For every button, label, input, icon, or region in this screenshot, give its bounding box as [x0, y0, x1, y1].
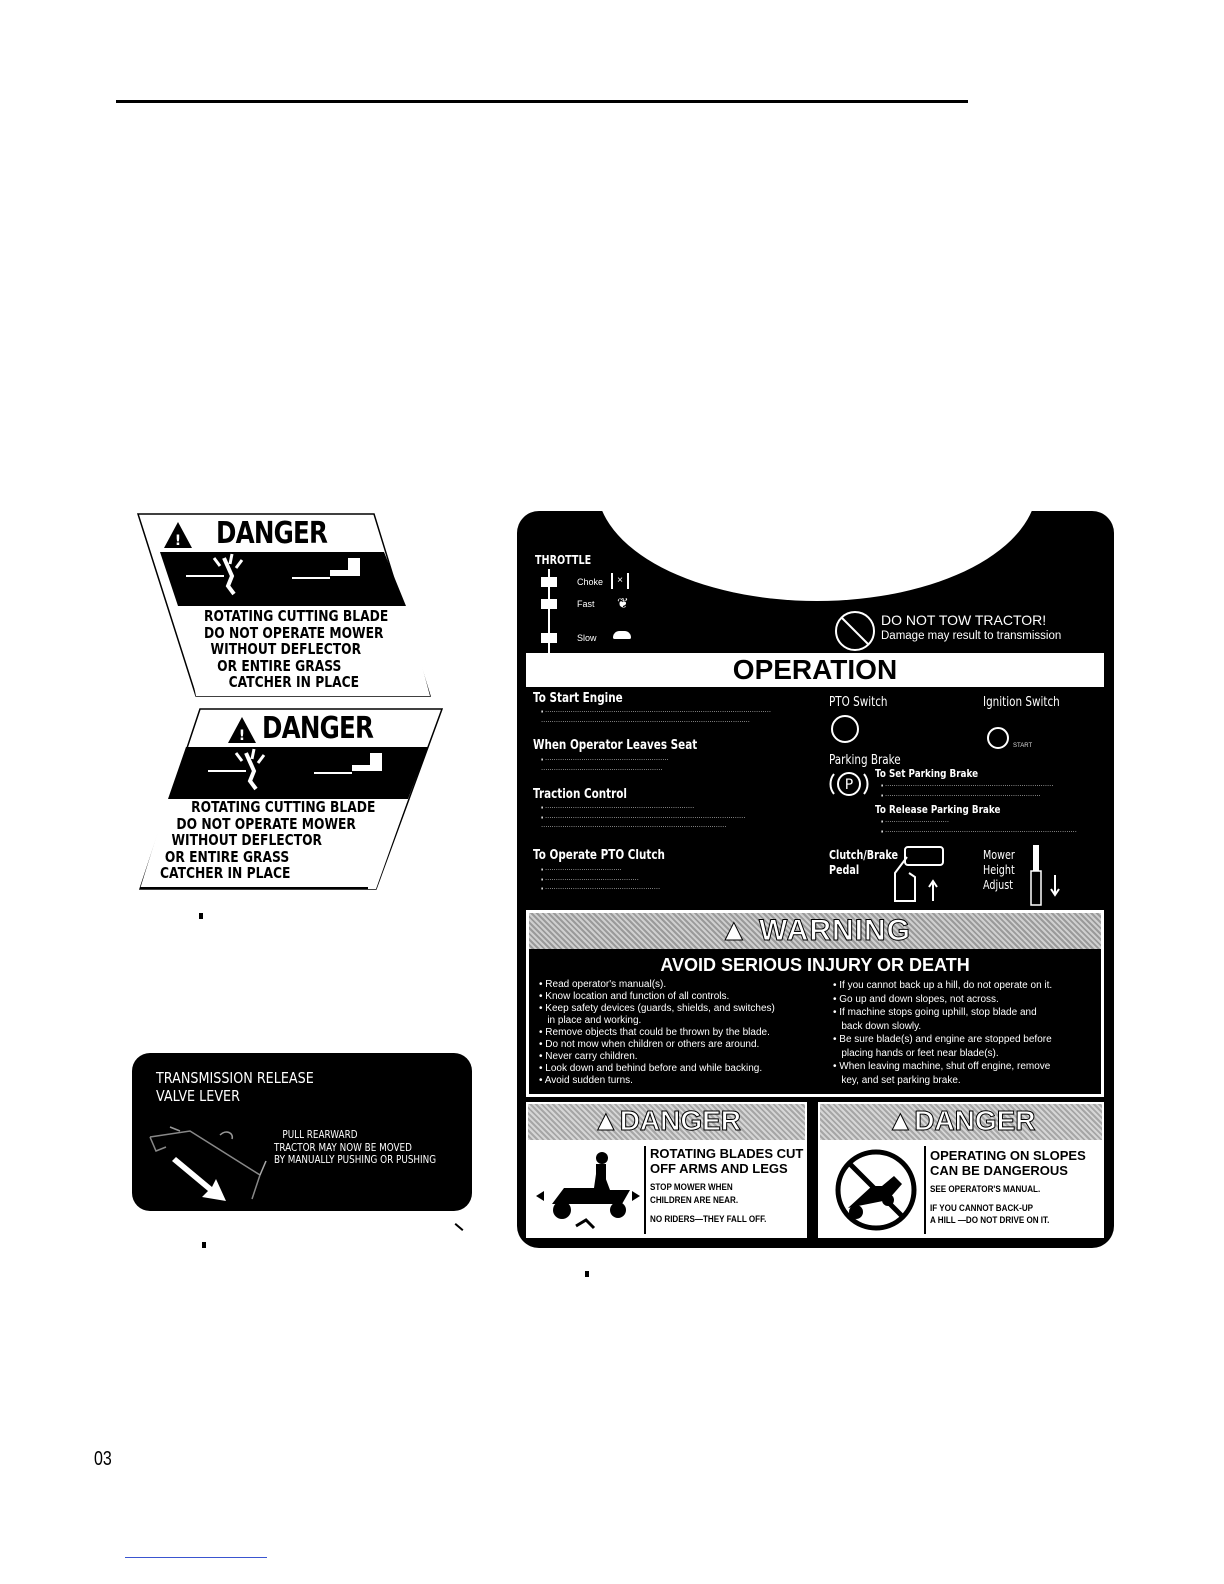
no-slope-prohibited-icon [826, 1146, 926, 1234]
danger-divider [644, 1146, 646, 1234]
danger-triangle-icon: ▲ [886, 1105, 915, 1136]
top-rule [116, 100, 968, 103]
no-tow-subtitle: Damage may result to transmission [881, 630, 1062, 642]
warning-item: • Never carry children. [539, 1051, 638, 1062]
danger-decal-2-title: DANGER [262, 711, 374, 746]
svg-text:!: ! [238, 728, 246, 744]
warning-right-list [833, 979, 1052, 1087]
warning-item: • Look down and behind before and while backing. [539, 1063, 763, 1074]
pto-clutch-title: To Operate PTO Clutch [533, 848, 665, 863]
parking-brake-title: Parking Brake [829, 753, 901, 768]
warning-title-text: WARNING [759, 914, 912, 947]
caption-bullet [202, 1242, 206, 1248]
danger-decal-1-line: WITHOUT DEFLECTOR [210, 640, 362, 658]
transmission-instr-line: BY MANUALLY PUSHING OR PUSHING [274, 1154, 437, 1166]
warning-title [529, 914, 1101, 948]
no-tow-prohibited-icon [833, 609, 877, 653]
danger-decal-2 [138, 707, 444, 891]
throttle-fast: Fast [577, 599, 595, 609]
svg-text:!: ! [174, 533, 182, 549]
danger-decal-2-line: ROTATING CUTTING BLADE [191, 798, 376, 816]
warning-item: • Keep safety devices (guards, shields, and switches) [539, 1003, 775, 1014]
danger-decal-1-line: DO NOT OPERATE MOWER [204, 623, 384, 642]
danger-decal-1-line: OR ENTIRE GRASS [217, 656, 342, 675]
warning-item: • Be sure blade(s) and engine are stopped before [833, 1034, 1052, 1045]
danger-blades-line1: ROTATING BLADES CUT [650, 1146, 804, 1161]
warning-item: • Remove objects that could be thrown by the blade. [539, 1027, 770, 1038]
rabbit-icon: ❦ [617, 595, 629, 611]
danger-decal-2-text [160, 799, 375, 882]
throttle-slow: Slow [577, 633, 597, 643]
warning-panel [526, 910, 1104, 1097]
warning-item: • If you cannot back up a hill, do not operate on it. [833, 980, 1053, 991]
danger-decal-1-text [204, 608, 388, 691]
mower-height-label [983, 848, 1015, 893]
pto-switch-label: PTO Switch [829, 695, 888, 710]
height-adjust-lever-icon [1027, 845, 1071, 907]
danger-blades-title-text: DANGER [619, 1105, 742, 1136]
parking-brake-icon [829, 769, 869, 799]
throttle-label: THROTTLE [535, 553, 592, 567]
warning-item: in place and working. [539, 1015, 642, 1026]
svg-text:P: P [844, 777, 854, 793]
warning-item: placing hands or feet near blade(s). [833, 1047, 999, 1059]
danger-decal-1-title: DANGER [216, 516, 328, 551]
danger-triangle-icon: ▲ [591, 1105, 620, 1136]
ignition-label: Ignition Switch [983, 695, 1060, 710]
warning-item: • Go up and down slopes, not across. [833, 993, 999, 1005]
operator-leaves-body: ▪ ·························································· ························································· [541, 755, 669, 774]
set-parking-body: ▪ ··············································································· ▪ ········································································· [881, 781, 1054, 800]
danger-slopes-title [818, 1105, 1104, 1137]
transmission-instr-line: PULL REARWARD [282, 1129, 358, 1141]
operator-leaves-title: When Operator Leaves Seat [533, 738, 698, 753]
transmission-title [156, 1069, 314, 1105]
clutch-pedal-icon [887, 845, 947, 905]
start-engine-body: ▪ ·········································································································· ·································································································· [541, 707, 771, 726]
danger-blades-line3: STOP MOWER WHEN [650, 1182, 733, 1193]
operation-banner: OPERATION [526, 653, 1104, 687]
warning-panel-inner [529, 913, 1101, 1094]
stray-mark [455, 1223, 464, 1231]
clutch-brake-line1: Clutch/Brake [829, 848, 898, 862]
release-parking-brake: To Release Parking Brake [875, 803, 1001, 816]
throttle-choke: Choke [577, 577, 604, 587]
danger-slopes-title-text: DANGER [914, 1105, 1036, 1136]
danger-decal-1 [134, 512, 434, 698]
turtle-icon [613, 631, 631, 639]
danger-slopes-line5: A HILL —DO NOT DRIVE ON IT. [930, 1215, 1050, 1226]
danger-decal-2-line: DO NOT OPERATE MOWER [176, 814, 356, 833]
transmission-instr-line: TRACTOR MAY NOW BE MOVED [274, 1141, 412, 1154]
danger-decal-1-line: CATCHER IN PLACE [228, 673, 360, 691]
page-number: 03 [94, 1448, 112, 1470]
throttle-lever-icon [539, 569, 559, 655]
ignition-key-icon [987, 727, 1009, 749]
warning-item: back down slowly. [833, 1020, 922, 1032]
danger-blades-panel [526, 1102, 807, 1238]
set-parking-brake: To Set Parking Brake [875, 767, 979, 780]
traction-title: Traction Control [533, 787, 627, 802]
danger-slopes-panel [818, 1102, 1104, 1238]
warning-left-list [539, 979, 775, 1087]
warning-item: • When leaving machine, shut off engine, remove [833, 1061, 1051, 1072]
clutch-brake-line2: Pedal [829, 863, 860, 877]
warning-item: • Do not mow when children or others are around. [539, 1039, 760, 1050]
danger-slopes-line3: SEE OPERATOR'S MANUAL. [930, 1184, 1041, 1195]
no-tow-title: DO NOT TOW TRACTOR! [881, 612, 1047, 628]
warning-subtitle: AVOID SERIOUS INJURY OR DEATH [660, 955, 970, 975]
warning-item: • Know location and function of all controls. [539, 991, 730, 1002]
mower-height-line1: Mower [983, 848, 1015, 862]
danger-decal-1-line: ROTATING CUTTING BLADE [204, 607, 389, 625]
decal-underline [140, 887, 368, 889]
caption-bullet [199, 913, 203, 919]
caption-bullet [585, 1271, 589, 1277]
danger-slopes-line1: OPERATING ON SLOPES [930, 1148, 1086, 1163]
warning-item: key, and set parking brake. [833, 1074, 961, 1086]
danger-blades-line4: CHILDREN ARE NEAR. [650, 1195, 739, 1206]
pto-switch-icon [831, 715, 859, 743]
rider-mower-icon [532, 1146, 644, 1234]
warning-item: • If machine stops going uphill, stop blade and [833, 1007, 1037, 1018]
mower-height-line3: Adjust [983, 878, 1014, 892]
danger-blades-line2: OFF ARMS AND LEGS [650, 1161, 788, 1176]
transmission-title-line2: VALVE LEVER [156, 1087, 240, 1105]
operation-decal [517, 511, 1114, 1248]
danger-divider [924, 1146, 926, 1234]
mower-height-line2: Height [983, 863, 1015, 877]
transmission-instructions [274, 1129, 436, 1167]
danger-blades-title [526, 1105, 807, 1137]
start-engine-title: To Start Engine [533, 691, 623, 706]
choke-icon: × [611, 573, 629, 589]
ignition-start: START [1013, 743, 1033, 749]
transmission-title-line1: TRANSMISSION RELEASE [156, 1069, 314, 1087]
pto-clutch-body: ▪ ···································· ▪ ············································ ▪ ······················································ [541, 865, 661, 893]
danger-slopes-line4: IF YOU CANNOT BACK-UP [930, 1203, 1034, 1214]
bottom-link-rule [125, 1557, 267, 1558]
lever-illustration-icon [140, 1117, 280, 1207]
release-parking-body: ▪ ······························ ▪ ·························································································· [881, 817, 1077, 836]
warning-item: • Read operator's manual(s). [539, 979, 667, 990]
danger-decal-2-line: CATCHER IN PLACE [160, 864, 291, 882]
danger-blades-line5: NO RIDERS—THEY FALL OFF. [650, 1214, 767, 1225]
warning-item: • Avoid sudden turns. [539, 1075, 633, 1086]
decal-arch-cutout [597, 511, 1037, 601]
transmission-release-decal [132, 1053, 472, 1211]
danger-decal-2-line: OR ENTIRE GRASS [164, 847, 290, 866]
danger-slopes-line2: CAN BE DANGEROUS [930, 1163, 1068, 1178]
warning-triangle-icon: ▲ [718, 914, 750, 947]
traction-body: ▪ ······································································ ▪ ······························································································ ······················································································· [541, 803, 746, 831]
danger-decal-2-line: WITHOUT DEFLECTOR [171, 831, 323, 849]
